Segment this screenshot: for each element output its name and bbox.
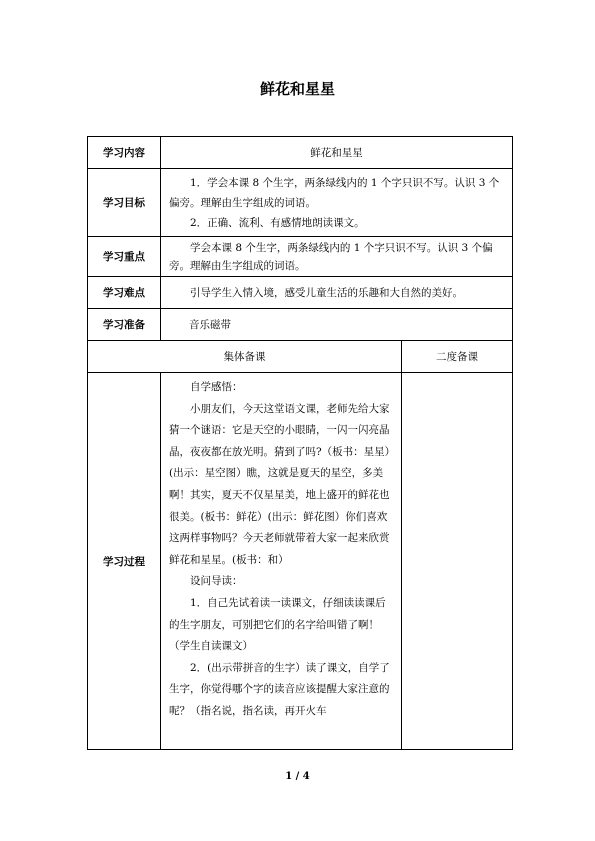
process-paragraph: 1．自己先试着读一读课文，仔细读读课后的生字朋友，可别把它们的名字给叫错了啊！（学生自读课文） [169,596,386,653]
row-goals [88,169,513,237]
process-paragraph: 自学感悟： [190,381,243,393]
label-process: 学习过程 [88,373,161,750]
process-paragraph: 2．(出示带拼音的生字）读了课文，自学了生字，你觉得哪个字的读音应该提醒大家注意的呢？（指名说，指名读，再开火车 [169,661,390,717]
key-points-text: 学会本课 8 个生字，两条绿线内的 1 个字只识不写。认识 3 个偏旁。理解由生字组成的词语。 [169,241,493,272]
row-preparation [88,309,513,341]
preparation-text: 音乐磁带 [189,318,231,331]
row-difficulties [88,277,513,309]
row-headers [88,341,513,373]
value-content: 鲜花和星星 [161,137,513,169]
value-difficulties [161,277,513,309]
value-goals [161,169,513,237]
value-process [161,373,402,750]
page-title: 鲜花和星星 [259,80,335,98]
goal-line-2: 2．正确、流利、有感情地朗读课文。 [190,216,365,229]
label-goals: 学习目标 [88,169,161,237]
difficulties-text: 引导学生入情入境，感受儿童生活的乐趣和大自然的美好。 [190,286,463,299]
row-key-points [88,237,513,277]
goal-line-1: 1．学会本课 8 个生字，两条绿线内的 1 个字只识不写。认识 3 个偏旁。理解由生字组成的词语。 [169,176,500,209]
lesson-plan-table [87,136,513,750]
label-key-points: 学习重点 [88,237,161,277]
header-secondary: 二度备课 [402,341,513,373]
row-process [88,373,513,750]
process-secondary-notes [402,373,513,750]
label-preparation: 学习准备 [88,309,161,341]
label-content: 学习内容 [88,137,161,169]
row-content [88,137,513,169]
label-difficulties: 学习难点 [88,277,161,309]
header-collective: 集体备课 [88,341,402,373]
page-number: 1 / 4 [285,771,310,782]
process-paragraph: 小朋友们，今天这堂语文课，老师先给大家猜一个谜语：它是天空的小眼睛，一闪一闪亮晶晶，夜夜都在放光明。猜到了吗?（板书：星星）(出示：星空图）瞧，这就是夏天的星空，多美啊！其实，夏天不仅星星美，地上盛开的鲜花也很美。(板书：鲜花）(出示：鲜花图）你们喜欢这两样事物吗？今天老师就带着大家一起来欣赏鲜花和星星。(板书：和） [169,402,390,566]
value-preparation [161,309,513,341]
value-key-points [161,237,513,277]
process-paragraph: 设问导读： [190,575,243,588]
